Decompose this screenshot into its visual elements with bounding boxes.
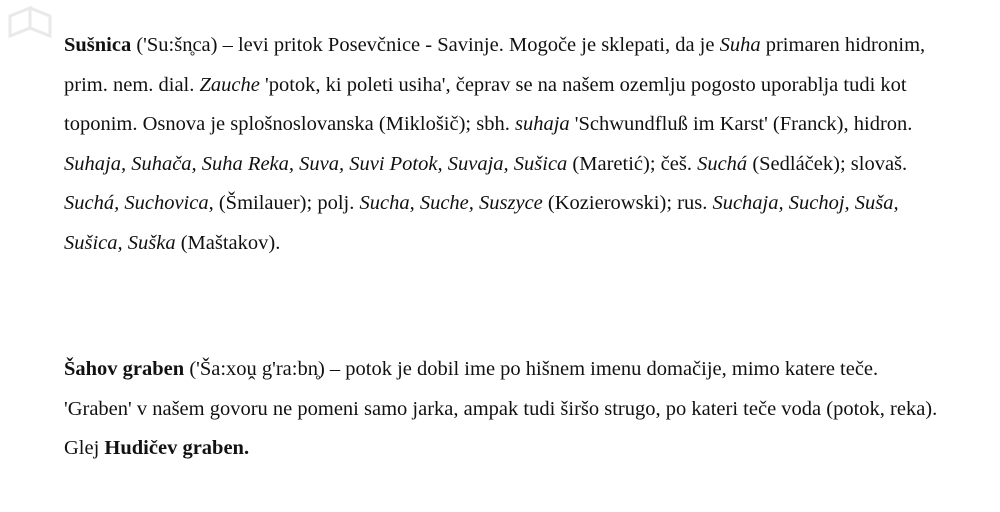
- entry-text-segment: (Maštakov).: [175, 231, 281, 254]
- entry-text-segment: Zauche: [199, 73, 260, 96]
- entry-text-segment: Suchá: [697, 152, 748, 175]
- entry-text-segment: (Kozierowski); rus.: [542, 192, 713, 214]
- entry-text-segment: Suchaja, Suchoj, Suša, Sušica, Suška: [64, 192, 899, 254]
- entry-text-segment: 'Schwundfluß im Karst' (Franck), hidron.: [569, 113, 913, 135]
- entry-text-segment: Hudičev graben.: [104, 437, 250, 459]
- entry-text-segment: ('Su:šn̥ca) – levi pritok Posevčnice - Savinje. Mogoče je sklepati, da je: [131, 34, 720, 56]
- entry-text-segment: suhaja: [514, 113, 570, 135]
- entry-text-segment: Suchá, Suchovica: [64, 192, 209, 214]
- dictionary-entry-susnica: [64, 26, 944, 263]
- entry-text-segment: , (Šmilauer); polj.: [208, 192, 360, 214]
- entry-text-segment: ('Ša:xoṷ g'ra:bn̥) – potok je dobil ime po hišnem imenu domačije, mimo katere teče. 'Graben' v našem govoru ne pomeni samo jarka, ampak tudi širšo strugo, po kateri teče voda (potok, reka). Glej: [64, 358, 938, 459]
- entry-text-segment: Šahov graben: [64, 358, 185, 380]
- entry-text-segment: (Sedláček); slovaš.: [747, 152, 908, 175]
- entry-text-segment: Sucha, Suche, Suszyce: [359, 192, 543, 214]
- entry-text-segment: primaren hidronim, prim. nem. dial.: [64, 34, 926, 96]
- entry-text-segment: Suha: [719, 34, 761, 56]
- entry-text-segment: Sušnica: [64, 34, 132, 56]
- dictionary-entry-sahov-graben: [64, 350, 944, 469]
- entry-text-segment: (Maretić); češ.: [567, 152, 698, 175]
- entry-text-segment: 'potok, ki poleti usiha', čeprav se na našem ozemlju pogosto uporablja tudi kot toponim. Osnova je splošnoslovanska (Miklošič); sbh.: [64, 73, 907, 135]
- logo-watermark-icon: [4, 2, 56, 46]
- entry-text-segment: Suhaja, Suhača, Suha Reka, Suva, Suvi Potok, Suvaja, Sušica: [64, 152, 568, 175]
